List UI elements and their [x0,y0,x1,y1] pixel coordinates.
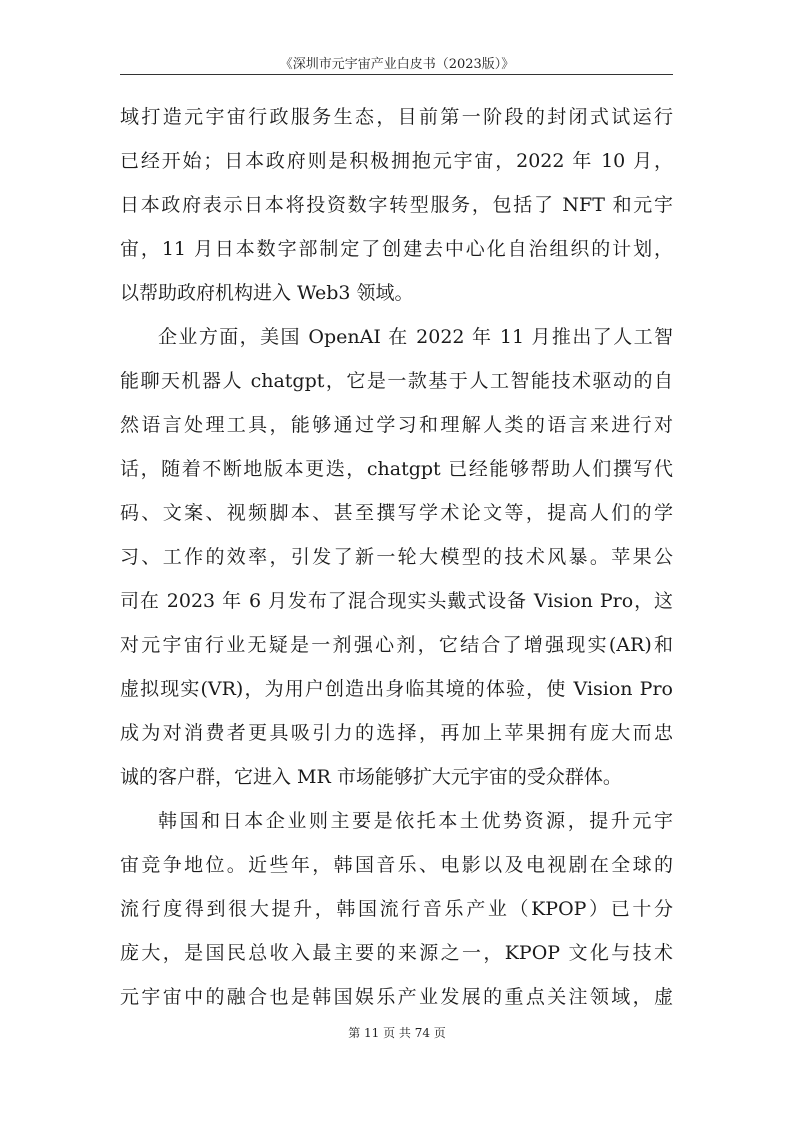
text-line: 对元宇宙行业无疑是一剂强心剂，它结合了增强现实(AR)和 [120,634,673,656]
text-line: 域打造元宇宙行政服务生态，目前第一阶段的封闭式试运行 [120,106,673,128]
paragraph-1 [120,95,673,315]
text-line: 成为对消费者更具吸引力的选择，再加上苹果拥有庞大而忠 [120,722,673,744]
text-line: 虚拟现实(VR)，为用户创造出身临其境的体验，使 Vision Pro [120,678,673,700]
text-line: 码、文案、视频脚本、甚至撰写学术论文等，提高人们的学 [120,502,673,524]
text-line: 以帮助政府机构进入 Web3 领域。 [120,282,414,304]
text-line: 韩国和日本企业则主要是依托本土优势资源，提升元宇 [158,810,673,832]
header-rule [120,74,673,75]
text-line: 已经开始；日本政府则是积极拥抱元宇宙，2022 年 10 月， [120,150,673,172]
text-line: 司在 2023 年 6 月发布了混合现实头戴式设备 Vision Pro，这 [120,590,673,612]
text-line: 元宇宙中的融合也是韩国娱乐产业发展的重点关注领域，虚 [120,986,673,1008]
text-line: 企业方面，美国 OpenAI 在 2022 年 11 月推出了人工智 [158,326,673,348]
running-header: 《深圳市元宇宙产业白皮书（2023版）》 [279,57,515,72]
text-line: 庞大，是国民总收入最主要的来源之一，KPOP 文化与技术 [120,942,673,964]
text-line: 宙竞争地位。近些年，韩国音乐、电影以及电视剧在全球的 [120,854,673,876]
paragraph-2 [120,315,673,799]
text-line: 话，随着不断地版本更迭，chatgpt 已经能够帮助人们撰写代 [120,458,673,480]
text-line: 习、工作的效率，引发了新一轮大模型的技术风暴。苹果公 [120,546,673,568]
text-line: 诚的客户群，它进入 MR 市场能够扩大元宇宙的受众群体。 [120,766,622,788]
body-text [120,95,673,1019]
text-line: 然语言处理工具，能够通过学习和理解人类的语言来进行对 [120,414,673,436]
page-number: 第 11 页 共 74 页 [348,1026,446,1040]
paragraph-3 [120,799,673,1019]
text-line: 能聊天机器人 chatgpt，它是一款基于人工智能技术驱动的自 [120,370,673,392]
text-line: 日本政府表示日本将投资数字转型服务，包括了 NFT 和元宇 [120,194,673,216]
text-line: 宙，11 月日本数字部制定了创建去中心化自治组织的计划， [120,238,673,260]
text-line: 流行度得到很大提升，韩国流行音乐产业（KPOP）已十分 [120,898,673,920]
